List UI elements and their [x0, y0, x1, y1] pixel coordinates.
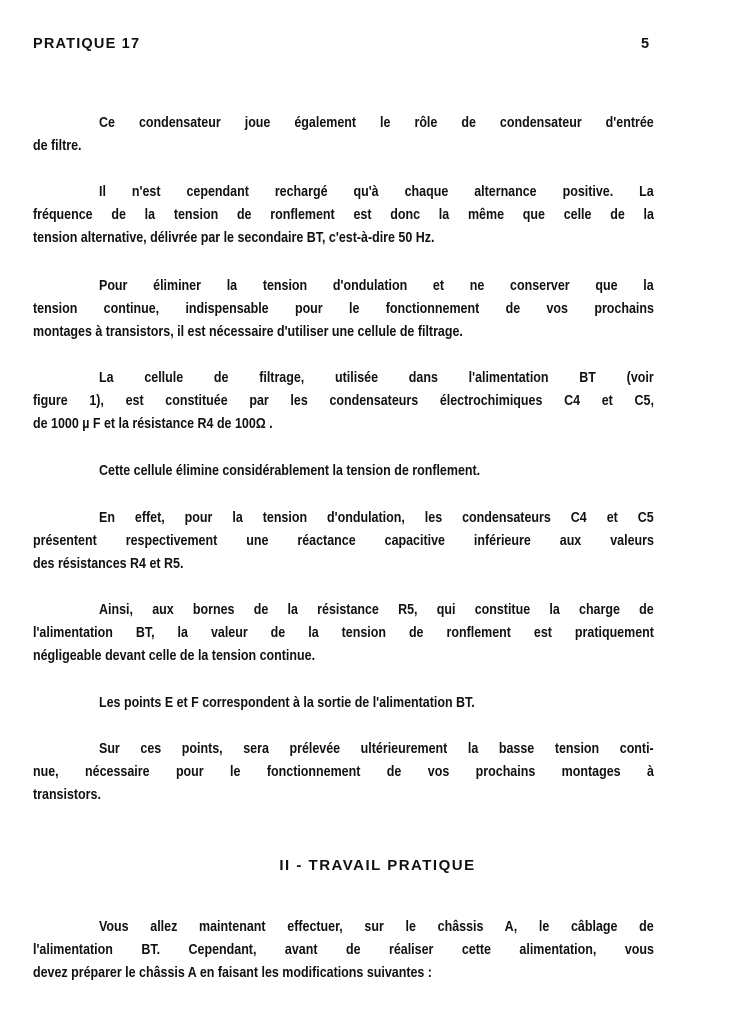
text-line: des résistances R4 et R5. — [33, 556, 184, 572]
text-line: négligeable devant celle de la tension continue. — [33, 648, 316, 664]
text-line: de filtre. — [33, 138, 82, 154]
text-line: La cellule de filtrage, utilisée dans l'alimentation BT (voir — [99, 370, 654, 386]
text-line: nue, nécessaire pour le fonctionnement de vos prochains montages à — [33, 764, 654, 780]
text-line: Vous allez maintenant effectuer, sur le châssis A, le câblage de — [99, 919, 654, 935]
section-heading: II - TRAVAIL PRATIQUE — [279, 857, 476, 874]
text-line: Ainsi, aux bornes de la résistance R5, qui constitue la charge de — [99, 602, 654, 618]
text-line: tension alternative, délivrée par le secondaire BT, c'est-à-dire 50 Hz. — [33, 230, 435, 246]
text-line: Ce condensateur joue également le rôle de condensateur d'entrée — [99, 115, 654, 131]
text-line: l'alimentation BT, la valeur de la tension de ronflement est pratiquement — [33, 625, 654, 641]
text-line: Il n'est cependant rechargé qu'à chaque alternance positive. La — [99, 184, 654, 200]
text-line: fréquence de la tension de ronflement est donc la même que celle de la — [33, 207, 654, 223]
text-line: transistors. — [33, 787, 101, 803]
text-line: tension continue, indispensable pour le fonctionnement de vos prochains — [33, 301, 654, 317]
text-line: En effet, pour la tension d'ondulation, les condensateurs C4 et C5 — [99, 510, 654, 526]
text-line: Cette cellule élimine considérablement la tension de ronflement. — [99, 463, 481, 479]
text-line: figure 1), est constituée par les condensateurs électrochimiques C4 et C5, — [33, 393, 654, 409]
text-line: devez préparer le châssis A en faisant les modifications suivantes : — [33, 965, 432, 981]
text-line: présentent respectivement une réactance capacitive inférieure aux valeurs — [33, 533, 654, 549]
running-header-title: PRATIQUE 17 — [33, 36, 141, 52]
text-line: Sur ces points, sera prélevée ultérieurement la basse tension conti- — [99, 741, 654, 757]
text-line: l'alimentation BT. Cependant, avant de réaliser cette alimentation, vous — [33, 942, 654, 958]
text-line: de 1000 µ F et la résistance R4 de 100Ω . — [33, 416, 273, 432]
text-line: Pour éliminer la tension d'ondulation et ne conserver que la — [99, 278, 654, 294]
text-line: Les points E et F correspondent à la sortie de l'alimentation BT. — [99, 695, 475, 711]
text-line: montages à transistors, il est nécessaire d'utiliser une cellule de filtrage. — [33, 324, 463, 340]
page-number: 5 — [641, 36, 650, 52]
